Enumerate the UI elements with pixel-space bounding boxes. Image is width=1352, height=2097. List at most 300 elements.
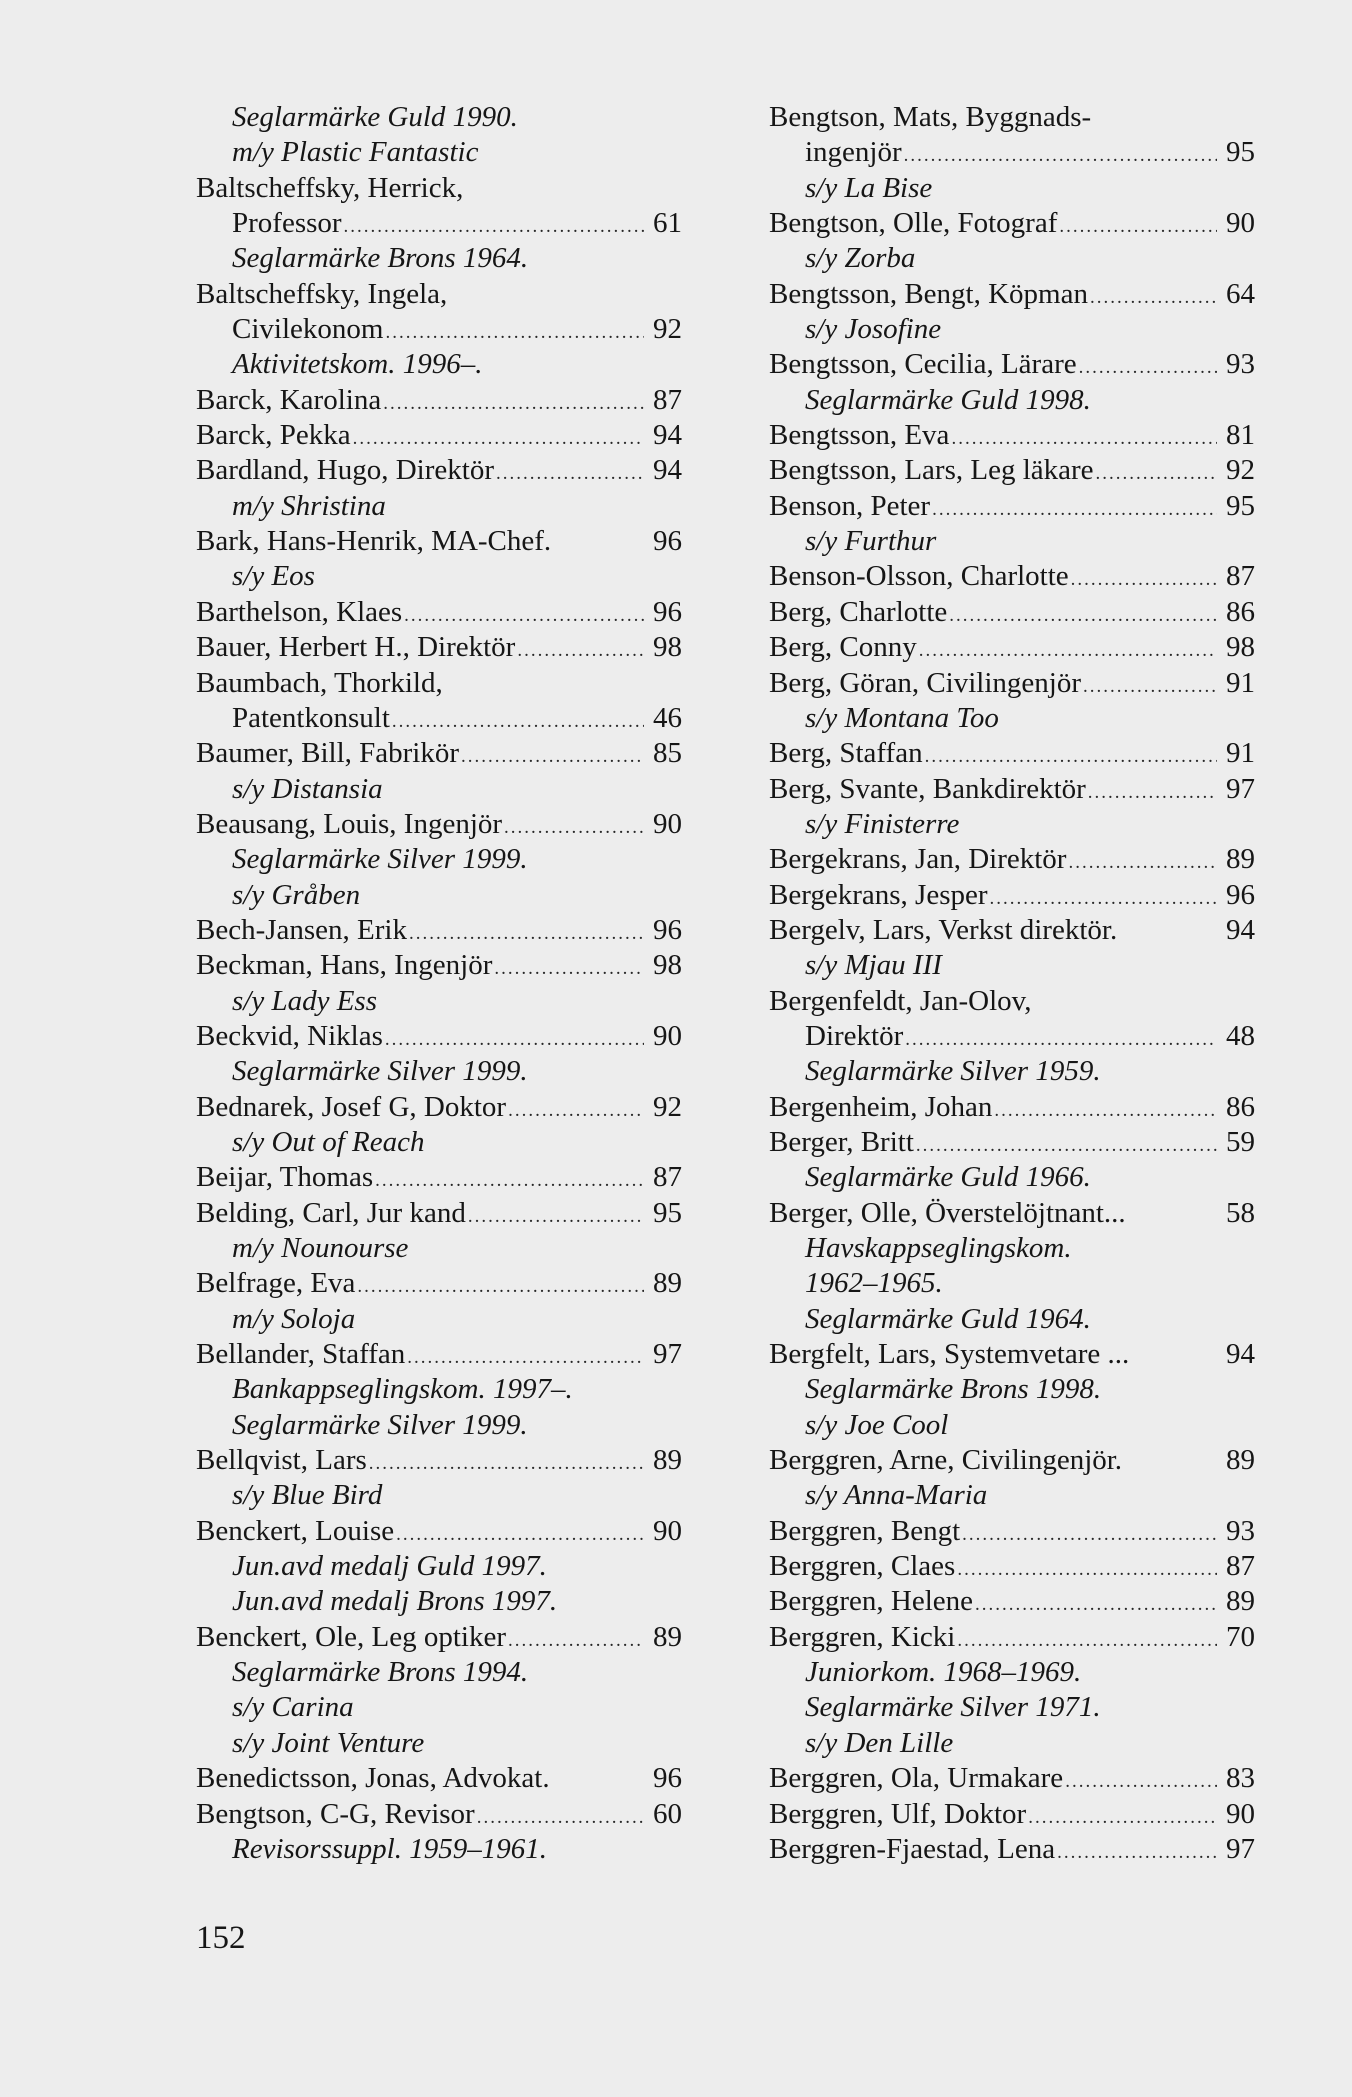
index-annotation <box>196 1408 682 1443</box>
index-entry <box>196 1797 682 1832</box>
dot-leader <box>385 315 644 350</box>
entry-text: s/y Furthur <box>805 525 937 558</box>
index-annotation <box>769 948 1255 983</box>
dot-leader <box>1071 562 1217 597</box>
page-ref: 96 <box>653 525 682 558</box>
index-entry-head <box>196 277 682 312</box>
dot-leader <box>496 456 644 491</box>
entry-text: Seglarmärke Brons 1964. <box>232 242 529 275</box>
entry-text: s/y Lady Ess <box>232 984 377 1017</box>
page-ref: 95 <box>1226 136 1255 169</box>
page-ref: 97 <box>1226 1832 1255 1865</box>
index-annotation <box>769 701 1255 736</box>
entry-text: Berg, Charlotte <box>769 595 948 628</box>
index-entry <box>196 383 682 418</box>
index-entry <box>769 595 1255 630</box>
index-entry-head <box>769 984 1255 1019</box>
entry-text: Berggren-Fjaestad, Lena <box>769 1832 1056 1865</box>
index-entry <box>769 1832 1255 1867</box>
index-entry <box>769 1196 1255 1231</box>
index-annotation <box>769 524 1255 559</box>
entry-text: s/y Eos <box>232 560 315 593</box>
index-annotation <box>196 1726 682 1761</box>
entry-text: s/y Finisterre <box>805 807 960 840</box>
index-annotation <box>196 1302 682 1337</box>
entry-text: Beijar, Thomas <box>196 1161 374 1194</box>
index-annotation <box>769 1266 1255 1301</box>
entry-text: Seglarmärke Silver 1999. <box>232 1408 528 1441</box>
entry-text: s/y Carina <box>232 1691 354 1724</box>
index-annotation <box>196 241 682 276</box>
index-entry <box>769 1797 1255 1832</box>
page-ref: 95 <box>653 1196 682 1229</box>
index-entry <box>196 630 682 665</box>
dot-leader <box>1088 775 1217 810</box>
dot-leader <box>357 1269 644 1304</box>
page-ref: 97 <box>1226 772 1255 805</box>
entry-text: Berggren, Ulf, Doktor <box>769 1797 1027 1830</box>
page-ref: 81 <box>1226 419 1255 452</box>
page-ref: 89 <box>653 1267 682 1300</box>
entry-text: Baltscheffsky, Herrick, <box>196 171 464 204</box>
index-annotation <box>769 1054 1255 1089</box>
index-entry <box>769 418 1255 453</box>
page-ref: 92 <box>653 1090 682 1123</box>
index-column-right <box>769 100 1255 1867</box>
entry-text: m/y Nounourse <box>232 1232 409 1264</box>
index-entry <box>196 1761 682 1796</box>
entry-text: Bauer, Herbert H., Direktör <box>196 631 516 664</box>
dot-leader <box>957 1623 1217 1658</box>
index-entry <box>769 878 1255 913</box>
dot-leader <box>517 633 644 668</box>
page-ref: 87 <box>1226 1550 1255 1583</box>
dot-leader <box>904 138 1217 173</box>
dot-leader <box>369 1446 644 1481</box>
dot-leader <box>916 1128 1217 1163</box>
entry-text: Bardland, Hugo, Direktör <box>196 454 494 487</box>
index-annotation <box>196 1372 682 1407</box>
index-entry-continuation <box>196 701 682 736</box>
entry-text: Seglarmärke Guld 1966. <box>805 1161 1091 1194</box>
index-annotation <box>196 1549 682 1584</box>
entry-text: Benson, Peter <box>769 489 931 522</box>
index-entry <box>769 559 1255 594</box>
dot-leader <box>383 386 644 421</box>
page-ref: 96 <box>653 913 682 946</box>
index-entry <box>769 1761 1255 1796</box>
entry-text: Bellqvist, Lars <box>196 1444 367 1477</box>
index-entry <box>769 1090 1255 1125</box>
page-ref: 90 <box>1226 1797 1255 1830</box>
page-ref: 83 <box>1226 1762 1255 1795</box>
entry-text: Belding, Carl, Jur kand <box>196 1196 466 1229</box>
page-ref: 90 <box>653 1019 682 1052</box>
index-entry <box>196 1019 682 1054</box>
entry-text: Revisorssuppl. 1959–1961. <box>232 1832 547 1865</box>
index-entry <box>769 842 1255 877</box>
entry-text: m/y Plastic Fantastic <box>232 136 479 169</box>
entry-text: s/y Out of Reach <box>232 1125 425 1158</box>
entry-text: s/y Distansia <box>232 772 383 805</box>
entry-text: Berggren, Arne, Civilingenjör. <box>769 1444 1123 1477</box>
index-entry-head <box>196 666 682 701</box>
dot-leader <box>1096 456 1217 491</box>
index-entry <box>196 1443 682 1478</box>
entry-text: Seglarmärke Silver 1959. <box>805 1055 1101 1088</box>
page-ref: 96 <box>1226 878 1255 911</box>
index-entry <box>196 453 682 488</box>
entry-text: Berg, Conny <box>769 631 917 664</box>
page-ref: 96 <box>653 1762 682 1795</box>
index-annotation <box>196 984 682 1019</box>
entry-text: Beckvid, Niklas <box>196 1019 383 1052</box>
entry-text: Berggren, Helene <box>769 1585 973 1618</box>
index-entry-continuation <box>769 135 1255 170</box>
entry-text: Beausang, Louis, Ingenjör <box>196 807 503 840</box>
page-ref: 94 <box>1226 913 1255 946</box>
entry-text: Berger, Olle, Överstelöjtnant... <box>769 1196 1126 1229</box>
index-entry <box>769 1584 1255 1619</box>
dot-leader <box>404 598 644 633</box>
entry-text: Bengtsson, Eva <box>769 419 950 452</box>
index-entry <box>196 948 682 983</box>
index-entry <box>769 736 1255 771</box>
index-entry <box>196 595 682 630</box>
dot-leader <box>375 1163 644 1198</box>
index-entry <box>769 1549 1255 1584</box>
dot-leader <box>990 881 1217 916</box>
dot-leader <box>344 209 644 244</box>
index-entry <box>196 1160 682 1195</box>
page-ref: 59 <box>1226 1125 1255 1158</box>
dot-leader <box>1028 1800 1217 1835</box>
index-annotation <box>769 1655 1255 1690</box>
index-entry <box>769 277 1255 312</box>
entry-text: Bengtsson, Bengt, Köpman <box>769 277 1088 310</box>
entry-text: Belfrage, Eva <box>196 1267 356 1300</box>
index-entry <box>196 1266 682 1301</box>
entry-text: Barck, Pekka <box>196 419 351 452</box>
dot-leader <box>975 1587 1217 1622</box>
entry-text: Bergfelt, Lars, Systemvetare ... <box>769 1338 1130 1371</box>
page-ref: 46 <box>653 701 682 734</box>
page-ref: 86 <box>1226 1090 1255 1123</box>
entry-text: s/y Joint Venture <box>232 1726 425 1759</box>
entry-text: Berggren, Kicki <box>769 1620 956 1653</box>
dot-leader <box>1065 1764 1217 1799</box>
index-annotation <box>196 1832 682 1867</box>
dot-leader <box>508 1093 644 1128</box>
entry-text: Beckman, Hans, Ingenjör <box>196 949 493 982</box>
entry-text: Direktör <box>805 1019 904 1052</box>
entry-text: Bankappseglingskom. 1997–. <box>232 1373 573 1406</box>
index-entry <box>196 1090 682 1125</box>
index-annotation <box>196 559 682 594</box>
entry-text: s/y Montana Too <box>805 701 999 734</box>
entry-text: Bergelv, Lars, Verkst direktör. <box>769 913 1118 946</box>
index-annotation <box>196 1584 682 1619</box>
index-annotation <box>769 1372 1255 1407</box>
entry-text: Barthelson, Klaes <box>196 595 403 628</box>
entry-text: Seglarmärke Silver 1999. <box>232 843 528 876</box>
entry-text: Bark, Hans-Henrik, MA-Chef. <box>196 525 552 558</box>
entry-text: Benckert, Ole, Leg optiker <box>196 1620 507 1653</box>
page-ref: 87 <box>653 1161 682 1194</box>
page-ref: 87 <box>1226 560 1255 593</box>
page-ref: 58 <box>1226 1196 1255 1229</box>
index-annotation <box>769 1302 1255 1337</box>
entry-text: m/y Shristina <box>232 489 386 522</box>
dot-leader <box>508 1623 644 1658</box>
page-ref: 94 <box>653 454 682 487</box>
page-ref: 90 <box>1226 207 1255 240</box>
page-number: 152 <box>196 1920 246 1956</box>
dot-leader <box>494 951 644 986</box>
index-entry <box>769 666 1255 701</box>
entry-text: Berger, Britt <box>769 1125 914 1158</box>
index-entry <box>769 1620 1255 1655</box>
page-ref: 98 <box>653 949 682 982</box>
entry-text: Civilekonom <box>232 313 384 346</box>
entry-text: Seglarmärke Silver 1971. <box>805 1691 1101 1724</box>
page-ref: 98 <box>1226 631 1255 664</box>
page-ref: 92 <box>653 313 682 346</box>
entry-text: Seglarmärke Brons 1998. <box>805 1373 1102 1406</box>
index-entry <box>769 347 1255 382</box>
dot-leader <box>1068 845 1217 880</box>
index-annotation <box>769 1726 1255 1761</box>
dot-leader <box>504 810 644 845</box>
entry-text: Bengtsson, Cecilia, Lärare <box>769 348 1077 381</box>
page-ref: 89 <box>1226 1444 1255 1477</box>
index-entry <box>769 1443 1255 1478</box>
page-ref: 94 <box>1226 1338 1255 1371</box>
index-entry <box>196 913 682 948</box>
index-entry <box>769 1337 1255 1372</box>
dot-leader <box>477 1800 644 1835</box>
index-annotation <box>196 1655 682 1690</box>
entry-text: Bergekrans, Jan, Direktör <box>769 843 1067 876</box>
index-annotation <box>769 1478 1255 1513</box>
entry-text: ingenjör <box>805 136 902 169</box>
entry-text: s/y Zorba <box>805 242 916 275</box>
entry-text: s/y Joe Cool <box>805 1408 949 1441</box>
page-ref: 94 <box>653 419 682 452</box>
page-ref: 97 <box>653 1338 682 1371</box>
index-annotation <box>196 1125 682 1160</box>
entry-text: Jun.avd medalj Brons 1997. <box>232 1585 558 1618</box>
page-ref: 86 <box>1226 595 1255 628</box>
index-annotation <box>196 842 682 877</box>
entry-text: Juniorkom. 1968–1969. <box>805 1656 1082 1689</box>
entry-text: Seglarmärke Guld 1990. <box>232 101 518 133</box>
entry-text: Bengtson, Mats, Byggnads- <box>769 101 1092 133</box>
index-entry <box>769 630 1255 665</box>
entry-text: s/y Gråben <box>232 878 361 911</box>
dot-leader <box>385 1022 644 1057</box>
index-entry-head <box>769 100 1255 135</box>
page-ref: 90 <box>653 807 682 840</box>
dot-leader <box>1079 350 1217 385</box>
index-annotation <box>769 807 1255 842</box>
entry-text: Patentkonsult <box>232 701 390 734</box>
index-entry <box>769 489 1255 524</box>
index-entry <box>769 1514 1255 1549</box>
entry-text: Berg, Svante, Bankdirektör <box>769 772 1086 805</box>
entry-text: Baumbach, Thorkild, <box>196 666 443 699</box>
index-annotation <box>769 1408 1255 1443</box>
dot-leader <box>957 1552 1217 1587</box>
entry-text: Seglarmärke Brons 1994. <box>232 1656 529 1689</box>
entry-text: Bergekrans, Jesper <box>769 878 988 911</box>
dot-leader <box>396 1517 644 1552</box>
dot-leader <box>1083 669 1217 704</box>
dot-leader <box>905 1022 1217 1057</box>
entry-text: Seglarmärke Silver 1999. <box>232 1055 528 1088</box>
page-ref: 89 <box>1226 1585 1255 1618</box>
page-ref: 93 <box>1226 1514 1255 1547</box>
entry-text: Berggren, Ola, Urmakare <box>769 1762 1064 1795</box>
entry-text: Bengtson, C-G, Revisor <box>196 1797 475 1830</box>
page-ref: 60 <box>653 1797 682 1830</box>
page-ref: 90 <box>653 1514 682 1547</box>
page-ref: 89 <box>653 1444 682 1477</box>
dot-leader <box>925 739 1217 774</box>
entry-text: Bengtson, Olle, Fotograf <box>769 207 1058 240</box>
entry-text: s/y Anna-Maria <box>805 1479 988 1512</box>
page-ref: 98 <box>653 631 682 664</box>
dot-leader <box>949 598 1217 633</box>
index-entry <box>196 807 682 842</box>
page-ref: 89 <box>653 1620 682 1653</box>
entry-text: m/y Soloja <box>232 1302 356 1335</box>
index-entry-continuation <box>196 312 682 347</box>
dot-leader <box>407 1340 644 1375</box>
entry-text: Havskappseglingskom. <box>805 1232 1072 1264</box>
page-ref: 92 <box>1226 454 1255 487</box>
entry-text: Benckert, Louise <box>196 1514 395 1547</box>
entry-text: Baltscheffsky, Ingela, <box>196 277 448 310</box>
index-entry <box>196 736 682 771</box>
dot-leader <box>353 421 644 456</box>
page-ref: 95 <box>1226 489 1255 522</box>
entry-text: Barck, Karolina <box>196 383 382 416</box>
page-ref: 87 <box>653 383 682 416</box>
index-entry <box>769 1125 1255 1160</box>
entry-text: Bednarek, Josef G, Doktor <box>196 1090 507 1123</box>
page-ref: 91 <box>1226 666 1255 699</box>
dot-leader <box>932 492 1217 527</box>
index-annotation <box>196 1231 682 1266</box>
entry-text: Bergenfeldt, Jan-Olov, <box>769 984 1032 1017</box>
index-annotation <box>196 100 682 135</box>
index-annotation <box>769 1160 1255 1195</box>
dot-leader <box>994 1093 1217 1128</box>
entry-text: Seglarmärke Guld 1998. <box>805 383 1091 416</box>
index-entry <box>196 1514 682 1549</box>
index-entry <box>196 418 682 453</box>
index-entry-head <box>196 171 682 206</box>
index-entry-continuation <box>769 1019 1255 1054</box>
entry-text: Berggren, Bengt <box>769 1514 961 1547</box>
index-annotation <box>196 489 682 524</box>
entry-text: Berg, Göran, Civilingenjör <box>769 666 1081 699</box>
page-ref: 96 <box>653 595 682 628</box>
entry-text: Berg, Staffan <box>769 737 923 770</box>
page-ref: 70 <box>1226 1620 1255 1653</box>
index-entry <box>196 524 682 559</box>
index-annotation <box>769 171 1255 206</box>
entry-text: Seglarmärke Guld 1964. <box>805 1302 1091 1335</box>
index-annotation <box>196 772 682 807</box>
dot-leader <box>1059 209 1217 244</box>
dot-leader <box>392 704 644 739</box>
index-annotation <box>769 1690 1255 1725</box>
page-ref: 61 <box>653 207 682 240</box>
page-ref: 91 <box>1226 737 1255 770</box>
page-ref: 48 <box>1226 1019 1255 1052</box>
index-entry-continuation <box>196 206 682 241</box>
entry-text: s/y Josofine <box>805 313 942 346</box>
entry-text: s/y Blue Bird <box>232 1479 383 1512</box>
page-ref: 93 <box>1226 348 1255 381</box>
page-ref: 89 <box>1226 843 1255 876</box>
index-annotation <box>196 347 682 382</box>
entry-text: Professor <box>232 207 342 240</box>
dot-leader <box>468 1199 644 1234</box>
entry-text: Baumer, Bill, Fabrikör <box>196 737 460 770</box>
index-entry <box>196 1196 682 1231</box>
entry-text: s/y Mjau III <box>805 949 942 982</box>
entry-text: Jun.avd medalj Guld 1997. <box>232 1550 547 1583</box>
index-annotation <box>196 1054 682 1089</box>
dot-leader <box>951 421 1217 456</box>
entry-text: Bengtsson, Lars, Leg läkare <box>769 454 1094 487</box>
index-annotation <box>196 878 682 913</box>
index-annotation <box>196 1690 682 1725</box>
entry-text: s/y La Bise <box>805 171 933 204</box>
page-ref: 85 <box>653 737 682 770</box>
entry-text: Aktivitetskom. 1996–. <box>232 348 483 381</box>
index-annotation <box>769 241 1255 276</box>
index-column-left <box>196 100 682 1867</box>
index-annotation <box>769 312 1255 347</box>
index-entry <box>196 1620 682 1655</box>
index-entry <box>196 1337 682 1372</box>
dot-leader <box>919 633 1217 668</box>
entry-text: Bergenheim, Johan <box>769 1090 993 1123</box>
entry-text: 1962–1965. <box>805 1267 943 1300</box>
index-entry <box>769 913 1255 948</box>
dot-leader <box>962 1517 1217 1552</box>
dot-leader <box>409 916 644 951</box>
entry-text: Benedictsson, Jonas, Advokat. <box>196 1762 550 1795</box>
index-entry <box>769 772 1255 807</box>
index-entry <box>769 206 1255 241</box>
entry-text: Bech-Jansen, Erik <box>196 913 407 946</box>
dot-leader <box>1057 1835 1217 1870</box>
dot-leader <box>1090 280 1217 315</box>
entry-text: Bellander, Staffan <box>196 1338 406 1371</box>
index-annotation <box>769 1231 1255 1266</box>
dot-leader <box>461 739 644 774</box>
index-annotation <box>196 1478 682 1513</box>
page-ref: 64 <box>1226 277 1255 310</box>
index-entry <box>769 453 1255 488</box>
entry-text: Berggren, Claes <box>769 1550 956 1583</box>
entry-text: Benson-Olsson, Charlotte <box>769 560 1069 593</box>
